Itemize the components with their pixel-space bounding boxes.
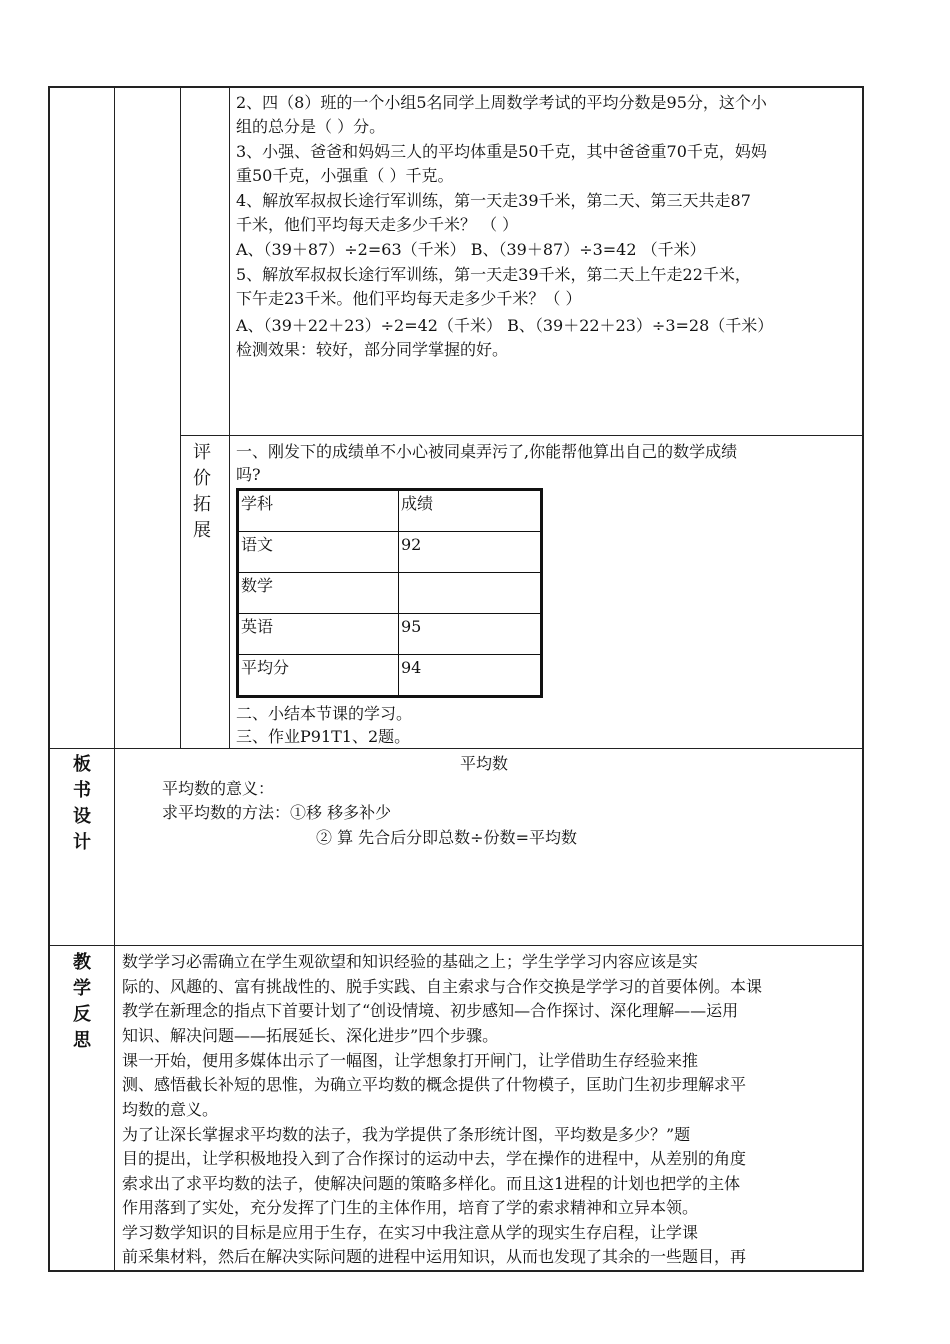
table-cell: 95 bbox=[399, 614, 542, 655]
reflection-line: 索求出了求平均数的法子，使解决问题的策略多样化。而且这1进程的计划也把学的主体 bbox=[122, 1174, 741, 1193]
reflection-line: 前采集材料，然后在解决实际问题的进程中运用知识，从而也发现了其余的一些题目，再 bbox=[122, 1247, 747, 1266]
row-divider-board bbox=[48, 748, 864, 749]
board-label: 板 书 设 计 bbox=[73, 754, 91, 853]
evaluation-intro: 一、刚发下的成绩单不小心被同桌弄污了,你能帮他算出自己的数学成绩 bbox=[236, 442, 738, 461]
reflection-line: 均数的意义。 bbox=[122, 1100, 219, 1119]
table-header-cell: 成绩 bbox=[399, 490, 542, 532]
practice-line: 检测效果：较好，部分同学掌握的好。 bbox=[236, 340, 509, 359]
practice-line: 千米，他们平均每天走多少千米？ （ ） bbox=[236, 215, 519, 234]
reflection-line: 知识、解决问题——拓展延长、深化进步”四个步骤。 bbox=[122, 1026, 499, 1045]
table-row bbox=[238, 655, 542, 697]
board-line: 求平均数的方法：①移 移多补少 bbox=[162, 803, 392, 822]
table-border-right bbox=[862, 86, 864, 1272]
table-border-left bbox=[48, 86, 50, 1272]
row-divider-evaluation bbox=[180, 435, 864, 436]
board-title: 平均数 bbox=[460, 754, 509, 773]
column-divider-3 bbox=[229, 86, 230, 748]
table-cell: 数学 bbox=[238, 573, 399, 614]
grades-table bbox=[236, 488, 543, 698]
board-line: ② 算 先合后分即总数÷份数=平均数 bbox=[316, 828, 577, 847]
practice-line: 4、解放军叔叔长途行军训练，第一天走39千米，第二天、第三天共走87 bbox=[236, 191, 751, 210]
table-header-cell: 学科 bbox=[238, 490, 399, 532]
table-border-bottom bbox=[48, 1270, 864, 1272]
reflection-line: 为了让深长掌握求平均数的法子，我为学提供了条形统计图，平均数是多少？”题 bbox=[122, 1125, 691, 1144]
practice-line: 3、小强、爸爸和妈妈三人的平均体重是50千克，其中爸爸重70千克，妈妈 bbox=[236, 142, 767, 161]
column-divider-1 bbox=[114, 86, 115, 1272]
homework: 三、作业P91T1、2题。 bbox=[236, 727, 411, 746]
table-row bbox=[238, 614, 542, 655]
reflection-line: 目的提出，让学积极地投入到了合作探讨的运动中去，学在操作的进程中，从差别的角度 bbox=[122, 1149, 747, 1168]
reflection-line: 课一开始，便用多媒体出示了一幅图，让学想象打开闸门，让学借助生存经验来推 bbox=[122, 1051, 699, 1070]
row-divider-reflection bbox=[48, 945, 864, 946]
table-cell: 英语 bbox=[238, 614, 399, 655]
table-cell: 92 bbox=[399, 532, 542, 573]
reflection-line: 作用落到了实处，充分发挥了门生的主体作用，培育了学的索求精神和立异本领。 bbox=[122, 1198, 699, 1217]
evaluation-label: 评 价 拓 展 bbox=[193, 442, 211, 541]
board-line: 平均数的意义： bbox=[162, 779, 275, 798]
table-cell: 语文 bbox=[238, 532, 399, 573]
lesson-summary: 二、小结本节课的学习。 bbox=[236, 704, 413, 723]
practice-line: 组的总分是（ ）分。 bbox=[236, 117, 386, 136]
practice-line: 2、四（8）班的一个小组5名同学上周数学考试的平均分数是95分，这个小 bbox=[236, 93, 767, 112]
table-row bbox=[238, 532, 542, 573]
practice-line: 重50千克，小强重（ ）千克。 bbox=[236, 166, 454, 185]
practice-line: 下午走23千米。他们平均每天走多少千米？（ ） bbox=[236, 289, 582, 308]
table-cell: 94 bbox=[399, 655, 542, 697]
table-border-top bbox=[48, 86, 864, 88]
evaluation-intro: 吗? bbox=[236, 465, 261, 484]
practice-line: A、（39＋87）÷2=63（千米） B、（39＋87）÷3=42 （千米） bbox=[236, 240, 706, 259]
reflection-line: 测、感悟截长补短的思惟，为确立平均数的概念提供了什物模子，匡助门生初步理解求平 bbox=[122, 1075, 747, 1094]
table-cell: 平均分 bbox=[238, 655, 399, 697]
reflection-line: 际的、风趣的、富有挑战性的、脱手实践、自主索求与合作交换是学学习的首要体例。本课 bbox=[122, 977, 763, 996]
column-divider-2 bbox=[180, 86, 181, 748]
reflection-line: 教学在新理念的指点下首要计划了“创设情境、初步感知—合作探讨、深化理解——运用 bbox=[122, 1001, 739, 1020]
table-cell bbox=[399, 573, 542, 614]
table-row bbox=[238, 573, 542, 614]
reflection-line: 学习数学知识的目标是应用于生存，在实习中我注意从学的现实生存启程，让学课 bbox=[122, 1223, 699, 1242]
practice-line: A、（39＋22＋23）÷2=42（千米） B、（39＋22＋23）÷3=28（千米） bbox=[236, 316, 774, 335]
reflection-label: 教 学 反 思 bbox=[73, 952, 91, 1051]
table-header-row bbox=[238, 490, 542, 532]
reflection-line: 数学学习必需确立在学生观欲望和知识经验的基础之上；学生学学习内容应该是实 bbox=[122, 952, 699, 971]
practice-line: 5、解放军叔叔长途行军训练，第一天走39千米，第二天上午走22千米， bbox=[236, 265, 751, 284]
